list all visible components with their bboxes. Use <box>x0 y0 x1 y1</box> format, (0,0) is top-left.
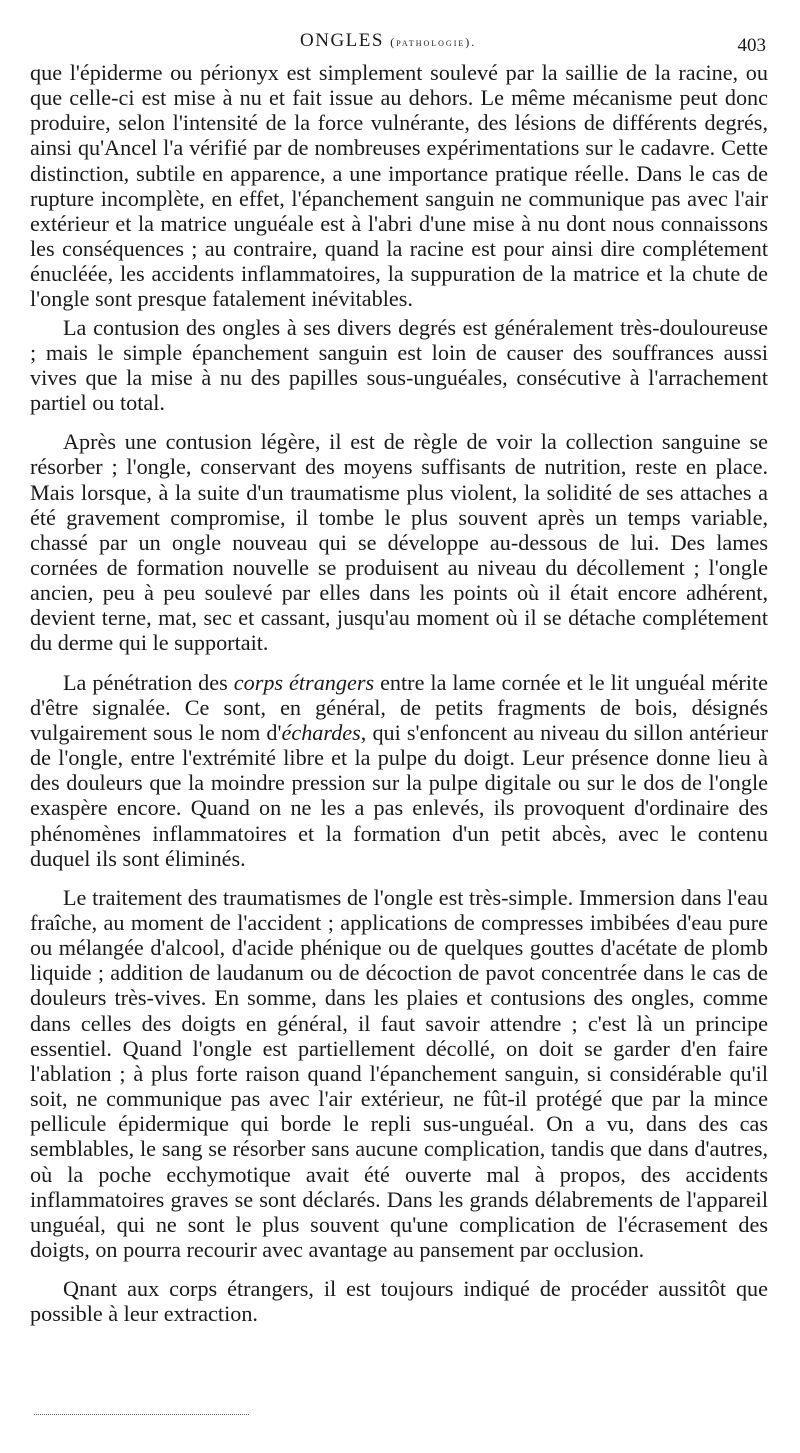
paragraph-4-emphasis-echardes: échardes <box>281 719 361 745</box>
running-head <box>0 30 800 60</box>
paragraph-3: Après une contusion légère, il est de règle de voir la collection sanguine se résorber ; l'ongle, conservant des moyens suffisants de nutrition, reste en place. Mais lorsque, à la suite d'un traumatisme plus violent, la solidité de ses attaches a été gravement compromise, il tombe le plus souvent après un temps variable, chassé par un ongle nouveau qui se développe au-dessous de lui. Des lames cornées de formation nouvelle se produisent au niveau du décollement ; l'ongle ancien, peu à peu soulevé par elles dans les points où il était encore adhérent, devient terne, mat, sec et cassant, jusqu'au moment où il se détache complétement du derme qui le supportait. <box>30 429 768 656</box>
paragraph-4 <box>30 670 768 871</box>
running-title <box>300 30 476 52</box>
paragraph-5: Le traitement des traumatismes de l'ongle est très-simple. Immersion dans l'eau fraîche, au moment de l'accident ; applications de compresses imbibées d'eau pure ou mélangée d'alcool, d'acide phénique ou de quelques gouttes d'acétate de plomb liquide ; addition de laudanum ou de décoction de pavot concentrée dans le cas de douleurs très-vives. En somme, dans les plaies et contusions des ongles, comme dans celles des doigts en général, il faut savoir attendre ; c'est là un principe essentiel. Quand l'ongle est partiellement décollé, on doit se garder d'en faire l'ablation ; à plus forte raison quand l'épanchement sanguin, si considérable qu'il soit, ne communique pas avec l'air extérieur, ne fût-il protégé que par la mince pellicule épidermique qui borde le repli sus-unguéal. On a vu, dans des cas semblables, le sang se résorber sans aucune complication, tandis que dans d'autres, où la poche ecchymotique avait été ouverte mal à propos, des accidents inflammatoires graves se sont déclarés. Dans les grands délabrements de l'appareil unguéal, qui ne sont le plus souvent qu'une complication de l'écrasement des doigts, on pourra recourir avec avantage au pansement par occlusion. <box>30 884 768 1263</box>
paragraph-2: La contusion des ongles à ses divers degrés est généralement très-douloureuse ; mais le simple épanchement sanguin est loin de causer des souffrances aussi vives que la mise à nu des papilles sous-unguéales, consécutive à l'arrachement partiel ou total. <box>30 314 768 416</box>
paragraph-4-emphasis-corps: corps étrangers <box>233 669 375 695</box>
body-text <box>30 60 768 1327</box>
running-title-main: ONGLES <box>300 30 384 51</box>
paragraph-4-text: La pénétration des <box>63 669 234 695</box>
paragraph-1: que l'épiderme ou périonyx est simplement soulevé par la saillie de la racine, ou que celle-ci est mise à nu et fait issue au dehors. Le même mécanisme peut donc produire, selon l'intensité de la force vulnérante, des lésions de différents degrés, ainsi qu'Ancel l'a vérifié par de nombreuses expérimentations sur le cadavre. Cette distinction, subtile en apparence, a une importance pratique réelle. Dans le cas de rupture incomplète, en effet, l'épanchement sanguin ne communique pas avec l'air extérieur et la matrice unguéale est à l'abri d'une mise à nu dont nous connaissons les conséquences ; au contraire, quand la racine est pour ainsi dire complétement énucléée, les accidents inflammatoires, la suppuration de la matrice et la chute de l'ongle sont presque fatalement inévitables. <box>30 60 768 312</box>
page-number: 403 <box>737 35 766 56</box>
footer-dotted-rule <box>34 1414 249 1415</box>
paragraph-6: Qnant aux corps étrangers, il est toujours indiqué de procéder aussitôt que possible à leur extraction. <box>30 1276 768 1327</box>
paragraph-4-text: , qui s'enfoncent au niveau du sillon antérieur de l'ongle, entre l'extrémité libre et la pulpe du doigt. Leur présence donne lieu à des douleurs que la moindre pression sur la pulpe digitale ou sur le dos de l'ongle exaspère encore. Quand on ne les a pas enlevés, ils provoquent d'ordinaire des phénomènes inflammatoires et la formation d'un petit abcès, avec le contenu duquel ils sont éliminés. <box>30 719 768 871</box>
running-title-sub: (pathologie). <box>390 35 477 49</box>
paragraph-4-text: entre la lame cornée et le lit unguéal mérite d'être signalée. Ce sont, en général, de petits fragments de bois, désignés vulgairement sous le nom d' <box>30 669 768 745</box>
